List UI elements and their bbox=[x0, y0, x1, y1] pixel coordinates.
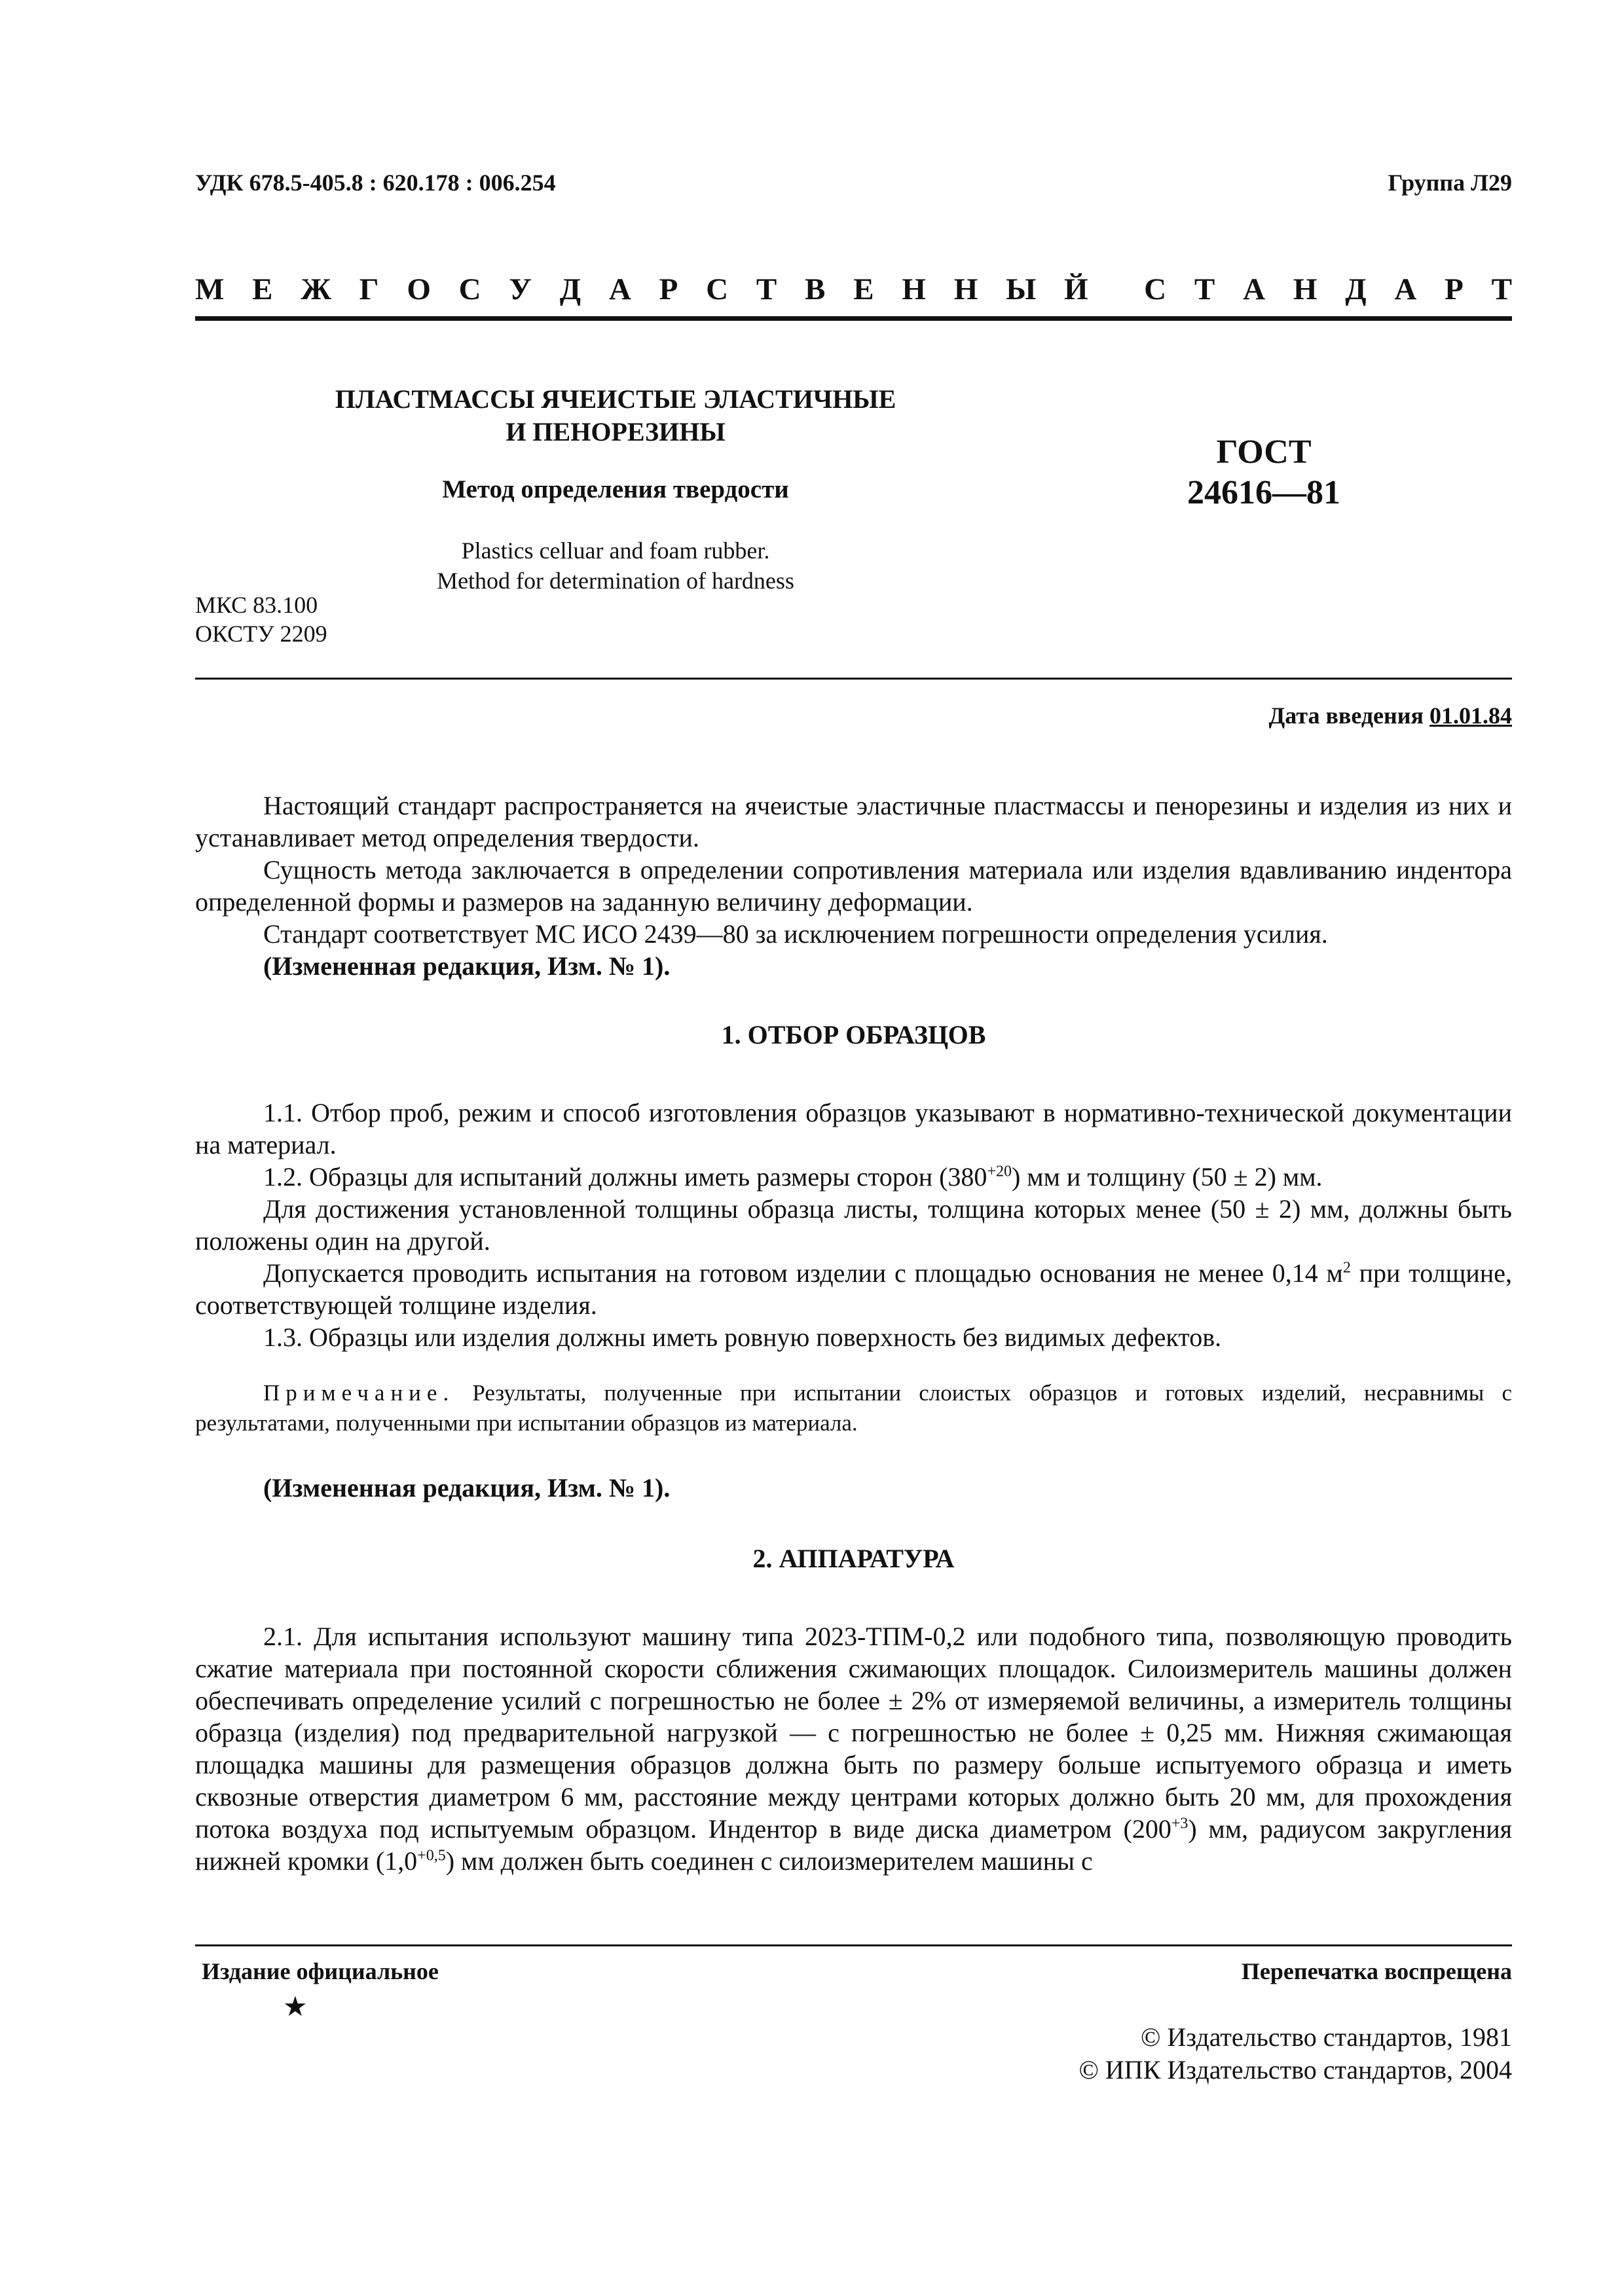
heading-letter: С bbox=[458, 272, 481, 306]
document-title bbox=[301, 383, 930, 448]
clause-1-1: 1.1. Отбор проб, режим и способ изготовления образцов указывают в нормативно-технической документации на материал. bbox=[195, 1098, 1512, 1159]
top-rule bbox=[195, 316, 1512, 321]
heading-letter: А bbox=[1243, 272, 1266, 306]
title-line: ПЛАСТМАССЫ ЯЧЕИСТЫЕ ЭЛАСТИЧНЫЕ bbox=[335, 384, 896, 414]
heading-letter: Н bbox=[902, 272, 926, 306]
intro-paragraph: Стандарт соответствует МС ИСО 2439—80 за исключением погрешности определения усилия. bbox=[263, 919, 1328, 949]
intro-paragraph: Настоящий стандарт распространяется на ячеистые эластичные пластмассы и пенорезины и изделия из них и устанавливает метод определения твердости. bbox=[195, 791, 1512, 852]
english-title-line: Method for determination of hardness bbox=[437, 568, 794, 594]
heading-letter: В bbox=[805, 272, 826, 306]
heading-letter: Т bbox=[756, 272, 777, 306]
heading-letter: Ж bbox=[301, 272, 331, 306]
okstu-code: ОКСТУ 2209 bbox=[195, 621, 327, 647]
heading-letter: Т bbox=[1194, 272, 1215, 306]
heading-letter: Д bbox=[1345, 272, 1367, 306]
section-heading: 2. АППАРАТУРА bbox=[752, 1544, 955, 1573]
copyright-line: © Издательство стандартов, 1981 bbox=[1140, 2022, 1512, 2052]
heading-letter: Й bbox=[1064, 272, 1088, 306]
amendment-note: (Измененная редакция, Изм. № 1). bbox=[263, 951, 671, 981]
heading-letter: Е bbox=[252, 272, 273, 306]
gost-label: ГОСТ bbox=[1216, 433, 1312, 471]
heading-letter: А bbox=[608, 272, 631, 306]
title-line: И ПЕНОРЕЗИНЫ bbox=[506, 417, 726, 446]
bottom-rule bbox=[195, 1944, 1512, 1946]
note-label: Примечание. bbox=[263, 1380, 455, 1406]
intro-paragraph: Сущность метода заключается в определении сопротивления материала или изделия вдавливанию индентора определенной формы и размеров на заданную величину деформации. bbox=[195, 855, 1512, 917]
heading-letter: С bbox=[1144, 272, 1167, 306]
heading-letter: С bbox=[706, 272, 729, 306]
copyright-line: © ИПК Издательство стандартов, 2004 bbox=[1078, 2055, 1512, 2085]
introduction-date bbox=[1269, 702, 1513, 729]
document-subtitle: Метод определения твердости bbox=[442, 475, 789, 503]
gost-code: 24616—81 bbox=[1187, 474, 1340, 511]
group-code: Группа Л29 bbox=[1388, 170, 1512, 196]
interstate-standard-heading bbox=[195, 272, 1512, 311]
english-title bbox=[301, 536, 930, 596]
heading-letter: Н bbox=[953, 272, 978, 306]
date-value: 01.01.84 bbox=[1429, 702, 1512, 729]
section-heading: 1. ОТБОР ОБРАЗЦОВ bbox=[721, 1020, 986, 1049]
heading-letter: Н bbox=[1293, 272, 1318, 306]
english-title-line: Plastics celluar and foam rubber. bbox=[461, 538, 770, 564]
date-label: Дата введения bbox=[1268, 702, 1424, 729]
official-edition-label: Издание официальное bbox=[202, 1958, 439, 1984]
heading-letter: Е bbox=[853, 272, 874, 306]
reprint-prohibited-label: Перепечатка воспрещена bbox=[1241, 1958, 1512, 1984]
heading-letter: О bbox=[407, 272, 431, 306]
heading-letter: Г bbox=[359, 272, 379, 306]
heading-letter: М bbox=[195, 272, 225, 306]
heading-letter: У bbox=[509, 272, 532, 306]
heading-letter: Т bbox=[1491, 272, 1512, 306]
clause-1-2-continued: Для достижения установленной толщины образца листы, толщина которых менее (50 ± 2) мм, должны быть положены один на другой. bbox=[195, 1194, 1512, 1256]
middle-rule bbox=[195, 678, 1512, 680]
heading-letter: Ы bbox=[1006, 272, 1037, 306]
star-icon: ★ bbox=[283, 1992, 308, 2022]
heading-letter: Р bbox=[1445, 272, 1464, 306]
note bbox=[195, 1378, 1512, 1438]
heading-letter: А bbox=[1394, 272, 1417, 306]
amendment-note: (Измененная редакция, Изм. № 1). bbox=[263, 1473, 671, 1503]
udk-code: УДК 678.5-405.8 : 620.178 : 006.254 bbox=[195, 170, 556, 196]
mks-code: МКС 83.100 bbox=[195, 592, 318, 618]
clause-1-2-allowance: Допускается проводить испытания на готовом изделии с площадью основания не менее 0,14 $м^2$ при толщине, соответствующей толщине изделия. bbox=[195, 1258, 1512, 1320]
clause-2-1: 2.1. Для испытания используют машину типа 2023-ТПМ-0,2 или подобного типа, позволяющую проводить сжатие материала при постоянной скорости сближения сжимающих площадок. Силоизмеритель машины должен обеспечивать определение усилий с погрешностью не более ± 2% от измеряемой величины, а измеритель толщины образца (изделия) под предварительной нагрузкой — с погрешностью не более ± 0,25 мм. Нижняя сжимающая площадка машины для размещения образцов должна быть по размеру больше испытуемого образца и иметь сквозные отверстия диаметром 6 мм, расстояние между центрами которых должно быть 20 мм, для прохождения потока воздуха под испытуемым образцом. Индентор в виде диска диаметром $(200^{+3})$ мм, радиусом закругления нижней кромки $(1,0^{+0,5})$ мм должен быть соединен с силоизмерителем машины с bbox=[195, 1622, 1512, 1876]
gost-number bbox=[1166, 432, 1362, 513]
clause-1-2: 1.2. Образцы для испытаний должны иметь размеры сторон $(380^{+20})$ мм и толщину (50 ± 2) мм. bbox=[263, 1162, 1323, 1192]
heading-letter: Д bbox=[559, 272, 581, 306]
classification-codes bbox=[195, 591, 327, 648]
note-text: Результаты, полученные при испытании слоистых образцов и готовых изделий, несравнимы с результатами, полученными при испытании образцов из материала. bbox=[195, 1380, 1512, 1436]
heading-letter: Р bbox=[659, 272, 678, 306]
clause-1-3: 1.3. Образцы или изделия должны иметь ровную поверхность без видимых дефектов. bbox=[263, 1322, 1222, 1352]
